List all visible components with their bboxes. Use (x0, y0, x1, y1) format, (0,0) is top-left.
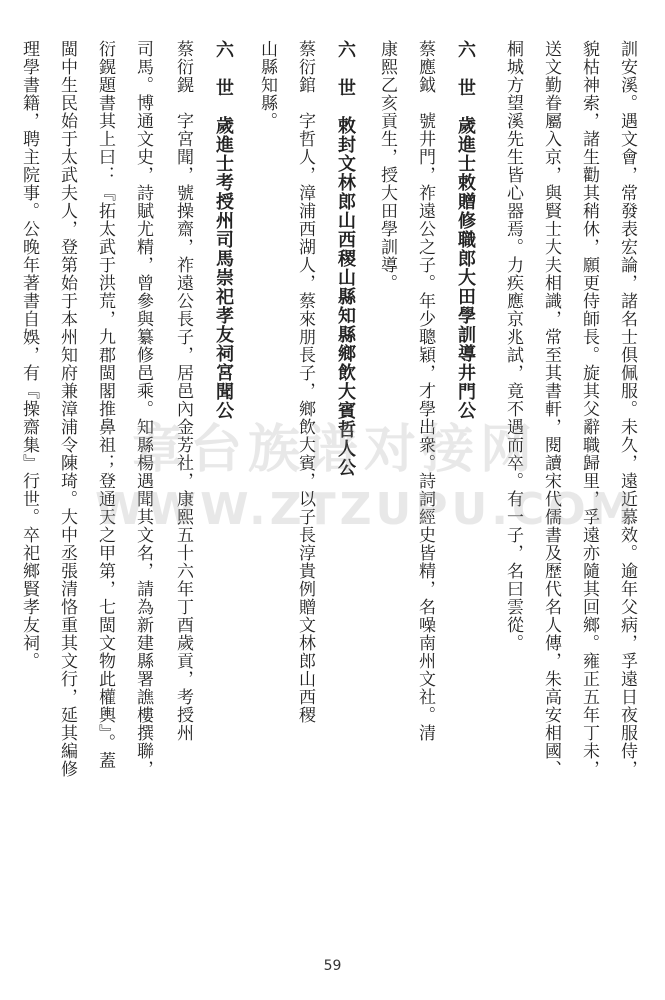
text-column-4: 桐城方望溪先生皆心器焉。力疾應京兆試，竟不遇而卒。有一子，名曰雲從。 (503, 40, 523, 652)
text-column-15: 閩中生民始于太武夫人，登第始于本州知府兼漳浦令陳琦。大中丞張清恪重其文行，延其編修 (57, 40, 77, 778)
text-column-12: 蔡衍鎤 字宮聞，號操齋，祚遠公長子，居邑內金芳社，康熙五十六年丁酉歲貢，考授州 (173, 40, 193, 742)
text-column-2: 貌枯神索，諸生勸其稍休，願更侍師長。旋其父辭職歸里，孚遠亦隨其回鄉。雍正五年丁未， (579, 40, 599, 778)
section-heading-1: 六 世 歲進士敕贈修職郎大田學訓導井門公 (455, 40, 476, 420)
text-column-14: 衍鎤題書其上曰：『拓太武于洪荒，九郡閩閣推鼻祖；登通天之甲第，七閩文物此權輿』。蓋 (95, 40, 115, 770)
text-column-13: 司馬。博通文史，詩賦尤精，曾參與纂修邑乘。知縣楊遇聞其文名，請為新建縣署譙樓撰聯， (133, 40, 153, 778)
text-column-7: 康熙乙亥貢生，授大田學訓導。 (377, 40, 397, 292)
page-number: 59 (323, 958, 342, 974)
text-column-9: 蔡衍錧 字哲人，漳浦西湖人，蔡來朋長子，鄉飲大賓，以子長淳貴例贈文林郎山西稷 (295, 40, 315, 724)
text-column-3: 送文勤眷屬入京，與賢士大夫相識，常至其書軒，閱讀宋代儒書及歷代名人傳，朱高安相國、 (541, 40, 561, 778)
watermark-chinese: 章台族谱对接网 (131, 420, 538, 480)
text-column-10: 山縣知縣。 (257, 40, 277, 130)
text-column-6: 蔡應鉞 號井門，祚遠公之子。年少聰穎，才學出衆。詩詞經史皆精，名噪南州文社。清 (415, 40, 435, 742)
section-heading-2: 六 世 敕封文林郎山西稷山縣知縣鄉飲大賓哲人公 (335, 40, 356, 477)
section-heading-3: 六 世 歲進士考授州司馬崇祀孝友祠宮聞公 (213, 40, 234, 420)
watermark-url: WWW.ZTZUPU.COM (95, 484, 638, 535)
text-column-16: 理學書籍，聘主院事。公晚年著書自娛，有『操齋集』行世。卒祀鄉賢孝友祠。 (19, 40, 39, 670)
text-column-1: 訓安溪。遇文會，常發表宏論，諸名士俱佩服。未久，遠近慕效。逾年父病，孚遠日夜服侍， (617, 40, 637, 778)
